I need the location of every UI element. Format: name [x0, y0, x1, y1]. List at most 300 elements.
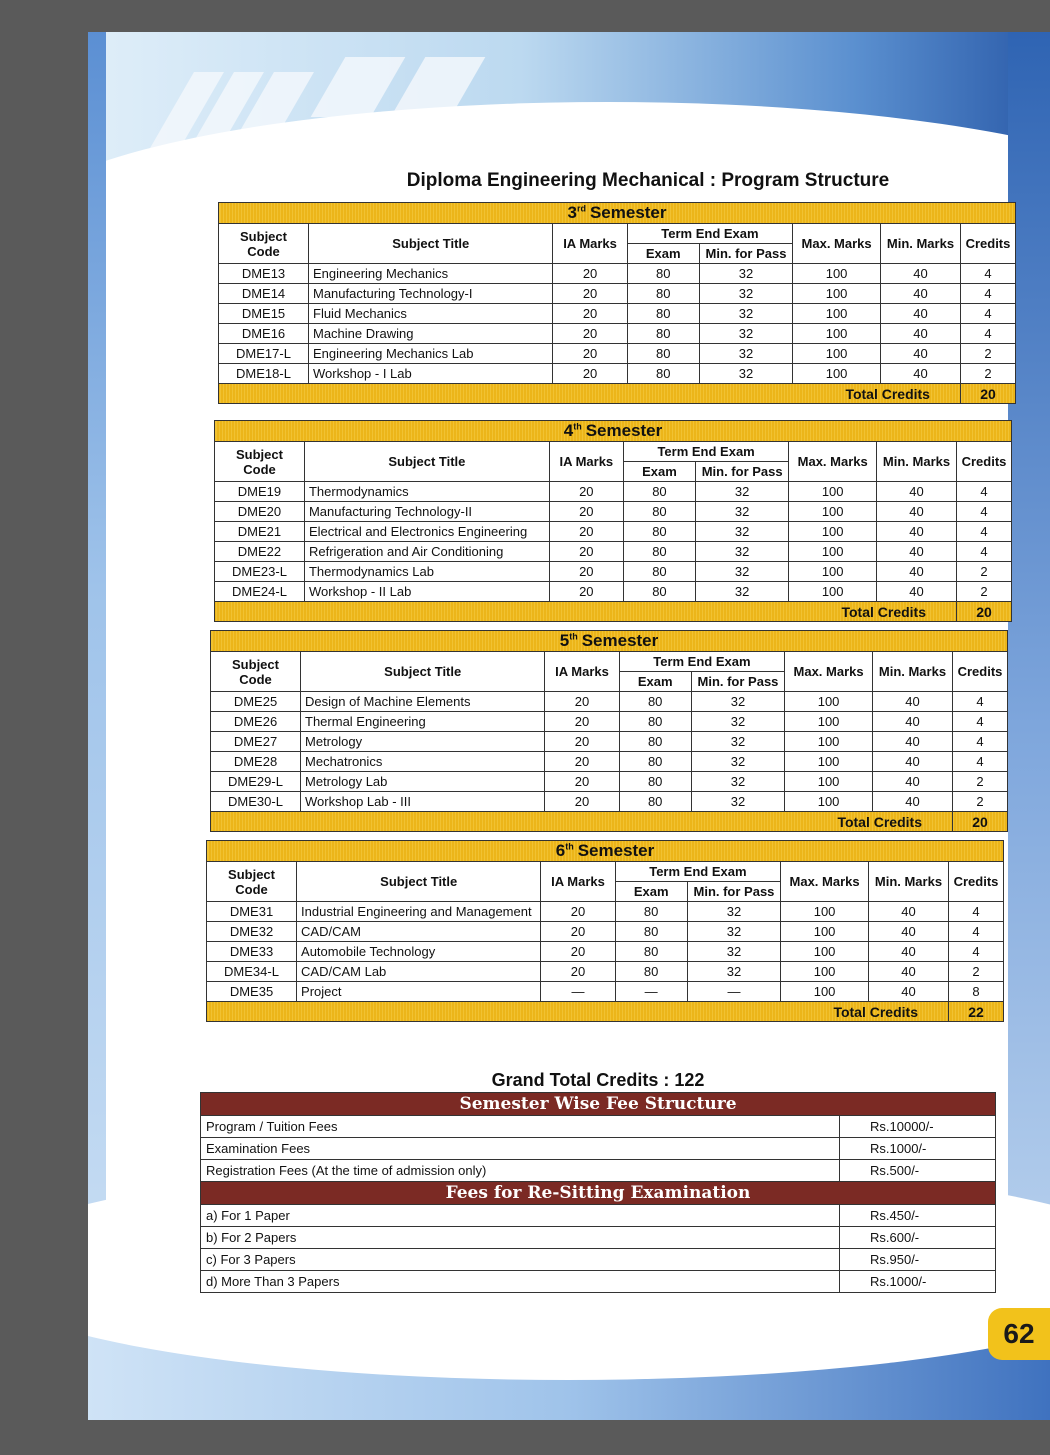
header-subject-title: Subject Title: [304, 442, 549, 482]
ia-marks: —: [541, 982, 615, 1002]
ia-marks: 20: [549, 502, 623, 522]
min-marks: 40: [868, 902, 948, 922]
semester-ordinal: th: [573, 421, 582, 432]
subject-code: DME25: [211, 692, 301, 712]
min-marks: 40: [868, 942, 948, 962]
min-marks: 40: [877, 582, 957, 602]
fee-label: a) For 1 Paper: [201, 1205, 840, 1227]
subject-code: DME26: [211, 712, 301, 732]
min-for-pass: 32: [696, 502, 789, 522]
ia-marks: 20: [549, 482, 623, 502]
ia-marks: 20: [553, 264, 627, 284]
subject-title: Manufacturing Technology-II: [304, 502, 549, 522]
fee-amount: Rs.500/-: [840, 1160, 996, 1182]
table-row: [215, 542, 1012, 562]
ia-marks: 20: [545, 692, 619, 712]
total-credits-value: 20: [957, 602, 1012, 622]
exam-marks: 80: [627, 324, 699, 344]
exam-marks: 80: [623, 542, 695, 562]
subject-title: Workshop Lab - III: [301, 792, 545, 812]
exam-marks: 80: [615, 922, 687, 942]
header-max-marks: Max. Marks: [781, 862, 869, 902]
fee-label: Examination Fees: [201, 1138, 840, 1160]
fee-label: Program / Tuition Fees: [201, 1116, 840, 1138]
header-ia-marks: IA Marks: [553, 224, 627, 264]
header-term-end-exam: Term End Exam: [615, 862, 781, 882]
fee-row: [201, 1249, 996, 1271]
fee-amount: Rs.1000/-: [840, 1271, 996, 1293]
max-marks: 100: [793, 304, 881, 324]
exam-marks: 80: [623, 482, 695, 502]
min-marks: 40: [868, 982, 948, 1002]
min-for-pass: 32: [699, 344, 792, 364]
min-marks: 40: [880, 284, 960, 304]
exam-marks: 80: [615, 962, 687, 982]
subject-title: Machine Drawing: [309, 324, 553, 344]
subject-title: CAD/CAM: [297, 922, 541, 942]
credits: 4: [960, 264, 1015, 284]
table-row: [207, 942, 1004, 962]
credits: 4: [948, 942, 1003, 962]
credits: 4: [957, 502, 1012, 522]
header-min-for-pass: Min. for Pass: [687, 882, 780, 902]
exam-marks: —: [615, 982, 687, 1002]
exam-marks: 80: [627, 284, 699, 304]
subject-code: DME19: [215, 482, 305, 502]
min-for-pass: 32: [696, 522, 789, 542]
table-row: [211, 712, 1008, 732]
ia-marks: 20: [545, 712, 619, 732]
header-min-for-pass: Min. for Pass: [691, 672, 784, 692]
min-for-pass: 32: [696, 542, 789, 562]
header-min-for-pass: Min. for Pass: [696, 462, 789, 482]
min-for-pass: 32: [699, 284, 792, 304]
min-for-pass: 32: [691, 732, 784, 752]
min-marks: 40: [880, 324, 960, 344]
credits: 4: [948, 902, 1003, 922]
subject-code: DME20: [215, 502, 305, 522]
header-term-end-exam: Term End Exam: [623, 442, 788, 462]
exam-marks: 80: [627, 304, 699, 324]
fee-amount: Rs.600/-: [840, 1227, 996, 1249]
semester-heading: [219, 203, 1016, 224]
subject-code: DME34-L: [207, 962, 297, 982]
subject-code: DME31: [207, 902, 297, 922]
max-marks: 100: [785, 692, 873, 712]
max-marks: 100: [789, 522, 877, 542]
min-for-pass: 32: [699, 324, 792, 344]
page-content: [88, 32, 1050, 1420]
subject-title: Workshop - I Lab: [309, 364, 553, 384]
min-marks: 40: [872, 712, 952, 732]
header-credits: Credits: [960, 224, 1015, 264]
table-row: [211, 792, 1008, 812]
subject-title: Thermal Engineering: [301, 712, 545, 732]
subject-code: DME30-L: [211, 792, 301, 812]
credits: 2: [948, 962, 1003, 982]
max-marks: 100: [789, 562, 877, 582]
min-marks: 40: [868, 962, 948, 982]
min-for-pass: 32: [696, 562, 789, 582]
min-for-pass: —: [687, 982, 780, 1002]
min-for-pass: 32: [691, 692, 784, 712]
table-row: [207, 902, 1004, 922]
header-subject-code: Subject Code: [207, 862, 297, 902]
semester-ordinal: th: [565, 841, 574, 852]
subject-code: DME21: [215, 522, 305, 542]
min-for-pass: 32: [691, 792, 784, 812]
exam-marks: 80: [623, 502, 695, 522]
header-credits: Credits: [957, 442, 1012, 482]
fee-row: [201, 1138, 996, 1160]
min-for-pass: 32: [699, 364, 792, 384]
max-marks: 100: [789, 542, 877, 562]
credits: 4: [952, 752, 1007, 772]
subject-title: Metrology Lab: [301, 772, 545, 792]
semester-number: 4: [563, 421, 574, 440]
exam-marks: 80: [619, 732, 691, 752]
header-subject-title: Subject Title: [301, 652, 545, 692]
semester-number: 3: [567, 203, 577, 222]
fee-label: Registration Fees (At the time of admission only): [201, 1160, 840, 1182]
max-marks: 100: [793, 264, 881, 284]
subject-code: DME16: [219, 324, 309, 344]
subject-code: DME29-L: [211, 772, 301, 792]
semester-number: 5: [559, 631, 570, 650]
fee-amount: Rs.950/-: [840, 1249, 996, 1271]
table-row: [207, 982, 1004, 1002]
credits: 4: [948, 922, 1003, 942]
total-credits-label: Total Credits: [207, 1002, 949, 1022]
header-term-end-exam: Term End Exam: [619, 652, 785, 672]
fee-label: d) More Than 3 Papers: [201, 1271, 840, 1293]
max-marks: 100: [785, 752, 873, 772]
ia-marks: 20: [549, 582, 623, 602]
min-for-pass: 32: [699, 264, 792, 284]
ia-marks: 20: [553, 304, 627, 324]
ia-marks: 20: [541, 942, 615, 962]
subject-code: DME32: [207, 922, 297, 942]
header-exam: Exam: [615, 882, 687, 902]
exam-marks: 80: [627, 364, 699, 384]
table-row: [215, 582, 1012, 602]
max-marks: 100: [785, 732, 873, 752]
header-ia-marks: IA Marks: [545, 652, 619, 692]
header-subject-title: Subject Title: [309, 224, 553, 264]
ia-marks: 20: [553, 364, 627, 384]
table-row: [211, 752, 1008, 772]
subject-code: DME18-L: [219, 364, 309, 384]
fee-amount: Rs.1000/-: [840, 1138, 996, 1160]
header-min-marks: Min. Marks: [868, 862, 948, 902]
table-row: [207, 922, 1004, 942]
header-credits: Credits: [952, 652, 1007, 692]
ia-marks: 20: [545, 752, 619, 772]
fee-amount: Rs.450/-: [840, 1205, 996, 1227]
header-subject-code: Subject Code: [219, 224, 309, 264]
min-marks: 40: [877, 522, 957, 542]
header-max-marks: Max. Marks: [793, 224, 881, 264]
subject-title: Engineering Mechanics Lab: [309, 344, 553, 364]
credits: 2: [952, 772, 1007, 792]
fee-row: [201, 1227, 996, 1249]
subject-title: Metrology: [301, 732, 545, 752]
semester-ordinal: rd: [576, 203, 586, 214]
credits: 4: [957, 542, 1012, 562]
max-marks: 100: [793, 364, 881, 384]
exam-marks: 80: [619, 692, 691, 712]
exam-marks: 80: [627, 264, 699, 284]
min-marks: 40: [872, 752, 952, 772]
credits: 8: [948, 982, 1003, 1002]
ia-marks: 20: [549, 542, 623, 562]
credits: 2: [960, 344, 1015, 364]
min-for-pass: 32: [699, 304, 792, 324]
credits: 4: [957, 522, 1012, 542]
min-for-pass: 32: [691, 752, 784, 772]
subject-title: Thermodynamics Lab: [304, 562, 549, 582]
exam-marks: 80: [615, 942, 687, 962]
fee-row: [201, 1160, 996, 1182]
ia-marks: 20: [541, 962, 615, 982]
subject-code: DME14: [219, 284, 309, 304]
header-term-end-exam: Term End Exam: [627, 224, 793, 244]
credits: 4: [960, 304, 1015, 324]
fee-row: [201, 1205, 996, 1227]
min-marks: 40: [872, 732, 952, 752]
fee-structure-table: [200, 1092, 996, 1293]
semester-heading: [211, 631, 1008, 652]
subject-title: Project: [297, 982, 541, 1002]
ia-marks: 20: [553, 324, 627, 344]
total-credits-label: Total Credits: [219, 384, 961, 404]
subject-title: Thermodynamics: [304, 482, 549, 502]
table-row: [215, 562, 1012, 582]
total-credits-value: 20: [960, 384, 1015, 404]
subject-title: Manufacturing Technology-I: [309, 284, 553, 304]
exam-marks: 80: [619, 792, 691, 812]
header-min-marks: Min. Marks: [872, 652, 952, 692]
fee-row: [201, 1271, 996, 1293]
ia-marks: 20: [541, 902, 615, 922]
header-max-marks: Max. Marks: [789, 442, 877, 482]
subject-title: Mechatronics: [301, 752, 545, 772]
subject-title: Refrigeration and Air Conditioning: [304, 542, 549, 562]
min-marks: 40: [872, 792, 952, 812]
table-row: [219, 284, 1016, 304]
exam-marks: 80: [623, 582, 695, 602]
header-min-for-pass: Min. for Pass: [699, 244, 792, 264]
subject-title: Engineering Mechanics: [309, 264, 553, 284]
min-for-pass: 32: [687, 902, 780, 922]
exam-marks: 80: [627, 344, 699, 364]
semester-5-table: [210, 630, 1008, 832]
credits: 4: [960, 284, 1015, 304]
min-marks: 40: [877, 562, 957, 582]
semester-label: Semester: [581, 631, 659, 650]
page-title: Diploma Engineering Mechanical : Program Structure: [406, 170, 890, 191]
semester-label: Semester: [577, 841, 655, 860]
grand-total-credits: Grand Total Credits : 122: [491, 1070, 705, 1090]
ia-marks: 20: [545, 732, 619, 752]
table-row: [215, 482, 1012, 502]
credits: 4: [952, 712, 1007, 732]
subject-code: DME13: [219, 264, 309, 284]
resit-fee-heading: Fees for Re-Sitting Examination: [201, 1182, 996, 1205]
exam-marks: 80: [619, 772, 691, 792]
min-for-pass: 32: [687, 962, 780, 982]
subject-code: DME33: [207, 942, 297, 962]
table-row: [219, 364, 1016, 384]
max-marks: 100: [793, 284, 881, 304]
table-row: [219, 344, 1016, 364]
subject-title: Workshop - II Lab: [304, 582, 549, 602]
header-min-marks: Min. Marks: [880, 224, 960, 264]
semester-heading: [215, 421, 1012, 442]
subject-code: DME23-L: [215, 562, 305, 582]
credits: 2: [957, 582, 1012, 602]
min-marks: 40: [880, 264, 960, 284]
min-marks: 40: [877, 542, 957, 562]
table-row: [215, 502, 1012, 522]
subject-title: Fluid Mechanics: [309, 304, 553, 324]
ia-marks: 20: [549, 562, 623, 582]
ia-marks: 20: [545, 772, 619, 792]
semester-label: Semester: [585, 421, 663, 440]
subject-code: DME28: [211, 752, 301, 772]
max-marks: 100: [781, 942, 869, 962]
exam-marks: 80: [619, 752, 691, 772]
credits: 4: [952, 692, 1007, 712]
header-subject-code: Subject Code: [211, 652, 301, 692]
ia-marks: 20: [553, 284, 627, 304]
credits: 2: [957, 562, 1012, 582]
header-max-marks: Max. Marks: [785, 652, 873, 692]
max-marks: 100: [785, 712, 873, 732]
subject-title: Industrial Engineering and Management: [297, 902, 541, 922]
exam-marks: 80: [623, 522, 695, 542]
semester-ordinal: th: [569, 631, 578, 642]
table-row: [211, 692, 1008, 712]
semester-4-table: [214, 420, 1012, 622]
table-row: [207, 962, 1004, 982]
credits: 4: [960, 324, 1015, 344]
min-for-pass: 32: [696, 582, 789, 602]
max-marks: 100: [785, 792, 873, 812]
table-row: [211, 772, 1008, 792]
subject-title: Design of Machine Elements: [301, 692, 545, 712]
table-row: [219, 324, 1016, 344]
min-for-pass: 32: [691, 772, 784, 792]
subject-code: DME27: [211, 732, 301, 752]
page-number: 62: [988, 1308, 1050, 1360]
subject-code: DME22: [215, 542, 305, 562]
subject-title: Automobile Technology: [297, 942, 541, 962]
semester-heading: [207, 841, 1004, 862]
header-ia-marks: IA Marks: [541, 862, 615, 902]
fee-label: c) For 3 Papers: [201, 1249, 840, 1271]
max-marks: 100: [781, 922, 869, 942]
exam-marks: 80: [623, 562, 695, 582]
credits: 4: [952, 732, 1007, 752]
min-marks: 40: [872, 772, 952, 792]
total-credits-label: Total Credits: [211, 812, 953, 832]
semester-6-table: [206, 840, 1004, 1022]
min-marks: 40: [880, 344, 960, 364]
max-marks: 100: [785, 772, 873, 792]
subject-code: DME17-L: [219, 344, 309, 364]
ia-marks: 20: [549, 522, 623, 542]
semester-label: Semester: [589, 203, 667, 222]
subject-code: DME35: [207, 982, 297, 1002]
total-credits-label: Total Credits: [215, 602, 957, 622]
min-for-pass: 32: [687, 942, 780, 962]
subject-title: CAD/CAM Lab: [297, 962, 541, 982]
max-marks: 100: [793, 344, 881, 364]
exam-marks: 80: [619, 712, 691, 732]
ia-marks: 20: [541, 922, 615, 942]
max-marks: 100: [781, 962, 869, 982]
min-for-pass: 32: [696, 482, 789, 502]
semester-number: 6: [555, 841, 566, 860]
min-marks: 40: [868, 922, 948, 942]
total-credits-value: 22: [948, 1002, 1003, 1022]
total-credits-value: 20: [952, 812, 1007, 832]
fee-label: b) For 2 Papers: [201, 1227, 840, 1249]
fee-row: [201, 1116, 996, 1138]
max-marks: 100: [789, 582, 877, 602]
fee-amount: Rs.10000/-: [840, 1116, 996, 1138]
header-ia-marks: IA Marks: [549, 442, 623, 482]
max-marks: 100: [789, 482, 877, 502]
semester-fee-heading: Semester Wise Fee Structure: [201, 1093, 996, 1116]
table-row: [219, 304, 1016, 324]
exam-marks: 80: [615, 902, 687, 922]
min-marks: 40: [880, 304, 960, 324]
header-min-marks: Min. Marks: [877, 442, 957, 482]
credits: 2: [952, 792, 1007, 812]
table-row: [215, 522, 1012, 542]
header-credits: Credits: [948, 862, 1003, 902]
min-marks: 40: [877, 502, 957, 522]
min-for-pass: 32: [691, 712, 784, 732]
header-exam: Exam: [619, 672, 691, 692]
header-subject-code: Subject Code: [215, 442, 305, 482]
table-row: [219, 264, 1016, 284]
max-marks: 100: [789, 502, 877, 522]
table-row: [211, 732, 1008, 752]
header-subject-title: Subject Title: [297, 862, 541, 902]
semester-3-table: [218, 202, 1016, 404]
credits: 2: [960, 364, 1015, 384]
max-marks: 100: [781, 902, 869, 922]
min-marks: 40: [880, 364, 960, 384]
min-marks: 40: [872, 692, 952, 712]
header-exam: Exam: [627, 244, 699, 264]
credits: 4: [957, 482, 1012, 502]
max-marks: 100: [781, 982, 869, 1002]
header-exam: Exam: [623, 462, 695, 482]
ia-marks: 20: [553, 344, 627, 364]
ia-marks: 20: [545, 792, 619, 812]
min-for-pass: 32: [687, 922, 780, 942]
brochure-page: [88, 32, 1050, 1420]
max-marks: 100: [793, 324, 881, 344]
subject-title: Electrical and Electronics Engineering: [304, 522, 549, 542]
min-marks: 40: [877, 482, 957, 502]
subject-code: DME15: [219, 304, 309, 324]
subject-code: DME24-L: [215, 582, 305, 602]
